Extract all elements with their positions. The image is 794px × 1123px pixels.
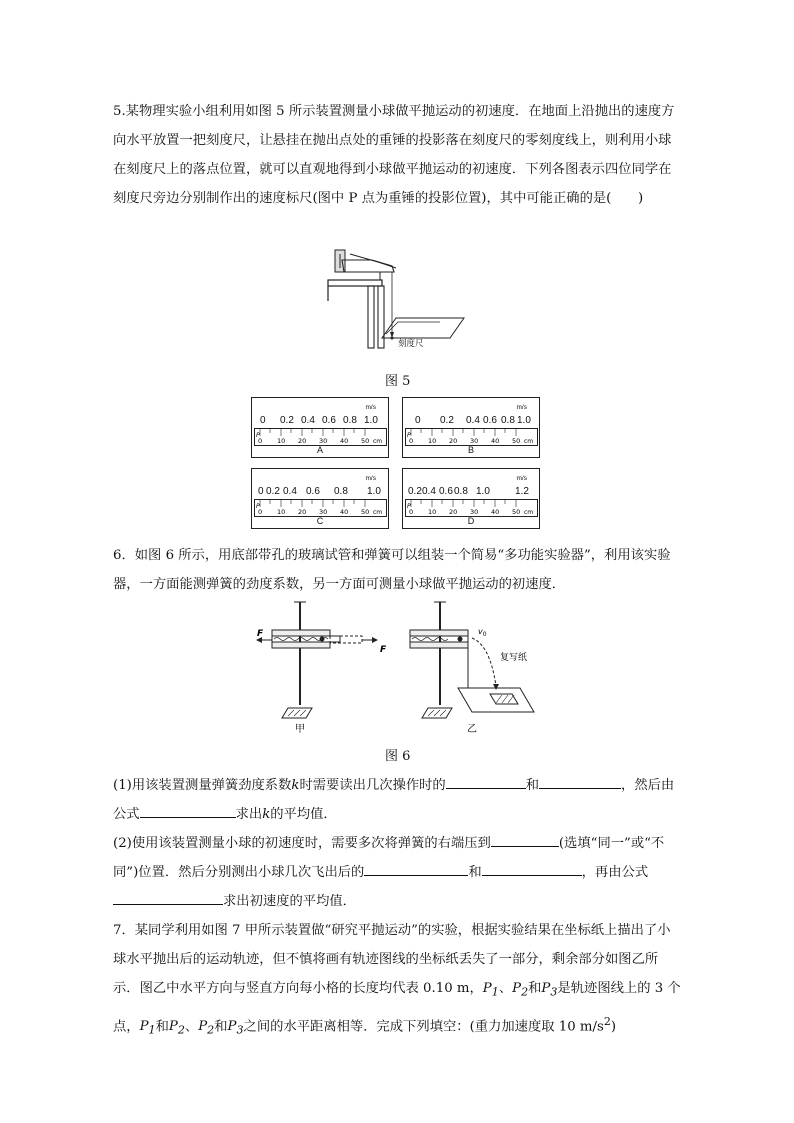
point-p1 (139, 1019, 156, 1037)
cm-mark: 50 (361, 508, 370, 516)
cm-mark: 10 (277, 508, 286, 516)
q6-p1-text-b: 时需要读出几次操作时的 (299, 778, 446, 793)
cm-unit: cm (524, 438, 534, 445)
p-symbol: P (198, 1019, 208, 1035)
cm-mark: 40 (340, 437, 349, 445)
cm-mark: 50 (361, 437, 370, 445)
cm-mark: 40 (340, 508, 349, 516)
p-subscript: 3 (236, 1023, 244, 1037)
fig6-left-label: 甲 (295, 724, 305, 735)
option-label: D (467, 516, 475, 526)
q7-and: 和 (155, 1019, 169, 1035)
option-label: C (316, 516, 324, 526)
cm-unit: cm (524, 509, 534, 516)
q6-p1-text-c: ，然后由公式 (113, 778, 675, 822)
ruler-scale (405, 428, 538, 446)
cm-mark: 0 (409, 437, 414, 445)
speed-mark: 0.2 (440, 415, 454, 426)
cm-mark: 20 (449, 437, 458, 445)
q7-text-9: ) (610, 1019, 617, 1035)
cm-mark: 0 (258, 508, 263, 516)
speed-mark: 0.8 (343, 415, 357, 426)
speed-mark: 0.8 (334, 486, 348, 497)
point-p3 (227, 1019, 244, 1037)
speed-mark: 0.6 (306, 486, 320, 497)
speed-mark: 0.6 (322, 415, 336, 426)
cm-mark: 50 (512, 437, 521, 445)
q7-and: 和 (528, 981, 542, 996)
p-label: P (256, 432, 260, 439)
v0-subscript: 0 (482, 631, 487, 638)
q6-p2-text-c: ，再由公式 (581, 865, 649, 880)
p-label: P (256, 503, 260, 510)
force-label-left: F (257, 629, 264, 639)
answer-blank[interactable] (491, 830, 559, 847)
speed-mark: 0.2 (280, 415, 294, 426)
point-p1 (482, 981, 499, 999)
answer-blank[interactable] (482, 859, 582, 876)
cm-mark: 30 (470, 508, 479, 516)
q5-text: 5.某物理实验小组利用如图 5 所示装置测量小球做平抛运动的初速度．在地面上沿抛出的速度方向水平放置一把刻度尺，让悬挂在抛出点处的重锤的投影落在刻度尺的零刻度线上，则利用小球在刻度尺上的落点位置，就可以直观地得到小球做平抛运动的初速度．下列各图表示四位同学在刻度尺旁边分别制作出的速度标尺(图中 P 点为重锤的投影位置)，其中可能正确的是( ) (113, 104, 675, 206)
speed-mark: 0.2 (408, 486, 422, 497)
cm-mark: 10 (428, 508, 437, 516)
speed-mark: 1.0 (364, 415, 378, 426)
cm-unit: cm (373, 509, 383, 516)
p-symbol: P (512, 981, 522, 996)
cm-mark: 40 (491, 437, 500, 445)
ruler-scale (405, 499, 538, 517)
p-subscript: 3 (550, 985, 558, 999)
q6-p1-and: 和 (525, 778, 540, 793)
q7-text-1: 7．某同学利用如图 7 甲所示装置做“研究平抛运动”的实验，根据实验结果在坐标纸上描出了小球水平抛出后的运动轨迹，但不慎将画有轨迹图线的坐标纸丢失了一部分，剩余部分如图乙所示．图乙中水平方向与竖直方向每小格的长度均代表 0.10 m， (113, 923, 671, 996)
speed-mark: 0.6 (439, 486, 453, 497)
speed-mark: 0.8 (454, 486, 468, 497)
speed-mark: 1.0 (476, 486, 490, 497)
cm-mark: 20 (298, 508, 307, 516)
q6-p2-text-d: 求出初速度的平均值． (223, 894, 356, 909)
speed-mark: 1.2 (515, 486, 529, 497)
q6-p1-k: k (262, 807, 271, 822)
option-label: B (467, 445, 474, 455)
answer-blank[interactable] (364, 859, 468, 876)
cm-mark: 30 (470, 437, 479, 445)
q7-text (113, 916, 683, 1045)
q7-and: 和 (214, 1019, 228, 1035)
speed-mark: 0.4 (466, 415, 480, 426)
q7-sep: 、 (498, 981, 513, 996)
q6-part1 (113, 771, 683, 829)
p-subscript: 2 (521, 985, 529, 999)
cm-mark: 20 (298, 437, 307, 445)
point-p3 (541, 981, 558, 999)
speed-mark: 0.8 (501, 415, 515, 426)
answer-blank[interactable] (140, 801, 236, 818)
speed-mark: 0 (258, 486, 264, 497)
ruler-unit-ms: m/s (365, 475, 376, 482)
cm-unit: cm (373, 438, 383, 445)
carbon-paper-label: 复写纸 (500, 653, 528, 663)
q6-intro: 6．如图 6 所示，用底部带孔的玻璃试管和弹簧可以组装一个简易“多功能实验器”，利用该实验器，一方面能测弹簧的劲度系数，另一方面可测量小球做平抛运动的初速度． (113, 548, 671, 592)
q6-p2-and: 和 (468, 865, 482, 880)
point-p2 (512, 981, 529, 999)
p-symbol: P (227, 1019, 237, 1035)
cm-mark: 40 (491, 508, 500, 516)
speed-mark: 0 (415, 415, 421, 426)
fig5-caption: 图 5 (385, 374, 411, 389)
p-symbol: P (482, 981, 492, 996)
cm-mark: 30 (319, 437, 328, 445)
cm-mark: 50 (512, 508, 521, 516)
cm-mark: 10 (277, 437, 286, 445)
cm-mark: 0 (409, 508, 414, 516)
ruler-option-b (402, 397, 540, 458)
ruler-unit-ms: m/s (365, 404, 376, 411)
option-label: A (316, 445, 323, 455)
speed-mark: 0 (260, 415, 266, 426)
q6-p1-text-a: (1)用该装置测量弹簧劲度系数 (113, 778, 292, 793)
q6-p2-text-b: (选填“同一”或“不同”)位置．然后分别测出小球几次飞出后的 (113, 836, 665, 880)
cm-mark: 0 (258, 437, 263, 445)
speed-mark: 0.4 (301, 415, 315, 426)
q6-p1-text-e: 的平均值． (270, 807, 337, 822)
q7-text-4: 是轨迹图线上的 3 个点， (113, 981, 681, 1035)
fig6-right-label: 乙 (467, 724, 477, 735)
v0-label (478, 627, 487, 638)
fig6-caption: 图 6 (385, 749, 411, 764)
speed-mark: 1.0 (517, 415, 531, 426)
ruler-scale (254, 499, 387, 517)
answer-blank[interactable] (446, 772, 526, 789)
cm-mark: 10 (428, 437, 437, 445)
q6-p1-k: k (291, 778, 300, 793)
speed-mark: 0.4 (283, 486, 297, 497)
fig5-apparatus (322, 246, 472, 356)
ruler-option-d (402, 468, 540, 529)
ruler-unit-ms: m/s (516, 404, 527, 411)
ruler-unit-ms: m/s (516, 475, 527, 482)
speed-mark: 0.6 (483, 415, 497, 426)
p-symbol: P (168, 1019, 178, 1035)
answer-blank[interactable] (539, 772, 621, 789)
p-label: P (407, 432, 411, 439)
speed-mark: 0.2 (266, 486, 280, 497)
p-label: P (407, 503, 411, 510)
q7-text-8: 之间的水平距离相等．完成下列填空：(重力加速度取 10 m/s (243, 1019, 604, 1035)
squared: 2 (603, 1014, 611, 1028)
speed-mark: 0.4 (422, 486, 436, 497)
p-subscript: 1 (491, 985, 499, 999)
force-label-right: F (380, 645, 387, 655)
q7-sep: 、 (184, 1019, 199, 1035)
p-subscript: 2 (177, 1023, 185, 1037)
q6-p1-text-d: 求出 (235, 807, 263, 822)
p-subscript: 2 (207, 1023, 215, 1037)
p-symbol: P (139, 1019, 149, 1035)
q6-part2 (113, 829, 683, 916)
p-subscript: 1 (148, 1023, 156, 1037)
ruler-option-c (251, 468, 389, 529)
speed-mark: 1.0 (367, 486, 381, 497)
fig5-ruler-label: 刻度尺 (398, 339, 424, 349)
v0-symbol: v (478, 627, 483, 636)
point-p2 (168, 1019, 185, 1037)
ruler-scale (254, 428, 387, 446)
p-symbol: P (541, 981, 551, 996)
ruler-option-a (251, 397, 389, 458)
point-p2 (198, 1019, 215, 1037)
q6-p2-text-a: (2)使用该装置测量小球的初速度时，需要多次将弹簧的右端压到 (113, 836, 491, 851)
answer-blank[interactable] (113, 888, 223, 905)
fig6-apparatus (250, 600, 540, 735)
cm-mark: 20 (449, 508, 458, 516)
cm-mark: 30 (319, 508, 328, 516)
